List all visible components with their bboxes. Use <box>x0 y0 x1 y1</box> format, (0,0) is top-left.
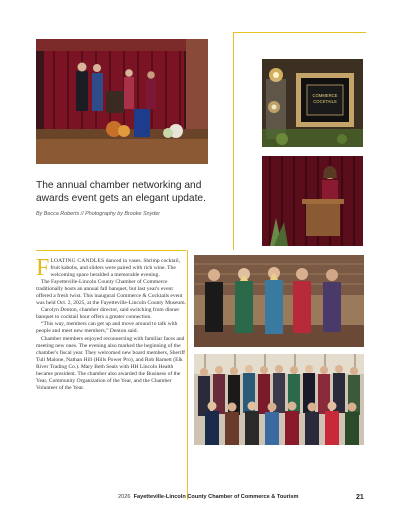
article-paragraph-4: “This way, members can get up and move around to talk with people and meet new members,” Denton said. <box>36 321 178 335</box>
photo-large-group <box>194 354 364 445</box>
dropcap: F <box>36 255 50 281</box>
plaque-line1: COMMERCE <box>312 93 338 98</box>
article-paragraph-5: Chamber members enjoyed reconnecting with familiar faces and meeting new ones. The evening also marked the beginning of the chamber's fiscal year. They welcomed new board members, Sheriff Tull Malone, Nathan Hill (Hills Power Pro), and Rob Barnett (Elk River Trading Co.). Mary Beth Seals with HH Lincoln Health became president. The chamber also awarded the Business of the Year, Community Organization of the Year, and the Chamber Volunteer of the Year. <box>36 335 185 391</box>
article-body <box>36 255 186 392</box>
photo-candles-plaque <box>262 59 363 147</box>
accent-line-left <box>233 32 234 250</box>
accent-line-bottom <box>187 250 188 500</box>
accent-line-top <box>233 32 366 33</box>
footer-publication-name: Fayetteville-Lincoln County Chamber of Commerce & Tourism <box>133 494 299 500</box>
footer-year: 2026 <box>118 494 131 500</box>
article-paragraph-3: Carolyn Denton, chamber director, said switching from dinner banquet to cocktail hour offers a greater connection. <box>36 307 180 321</box>
article-paragraph-1 <box>36 255 186 281</box>
accent-line-middle <box>36 250 186 251</box>
article-paragraph-2: The Fayetteville-Lincoln County Chamber of Commerce traditionally hosts an annual fall banquet, but last year's event offered a fresh twist. This inaugural Commerce & Cocktails event was held Oct. 2, 2025, at the Fayetteville-Lincoln County Museum. <box>36 279 186 307</box>
photo-podium-speaker <box>262 156 363 246</box>
byline: By Becca Roberts // Photography by Brooke Snyder <box>36 211 161 217</box>
footer-publication <box>118 494 299 500</box>
photo-group-women <box>194 255 364 347</box>
photo-stage-speakers <box>36 39 208 164</box>
headline: The annual chamber networking and awards event gets an elegant update. <box>36 180 206 204</box>
page-number: 21 <box>356 494 364 501</box>
lead-caps: LOATING CANDLES <box>50 258 105 264</box>
lead-rest: danced in vases. Shrimp cocktail, fruit kabobs, and sliders were paired with rich wine. The welcoming space heralded a memorable evening. <box>50 258 180 279</box>
plaque-line2: COCKTAILS <box>313 99 337 104</box>
